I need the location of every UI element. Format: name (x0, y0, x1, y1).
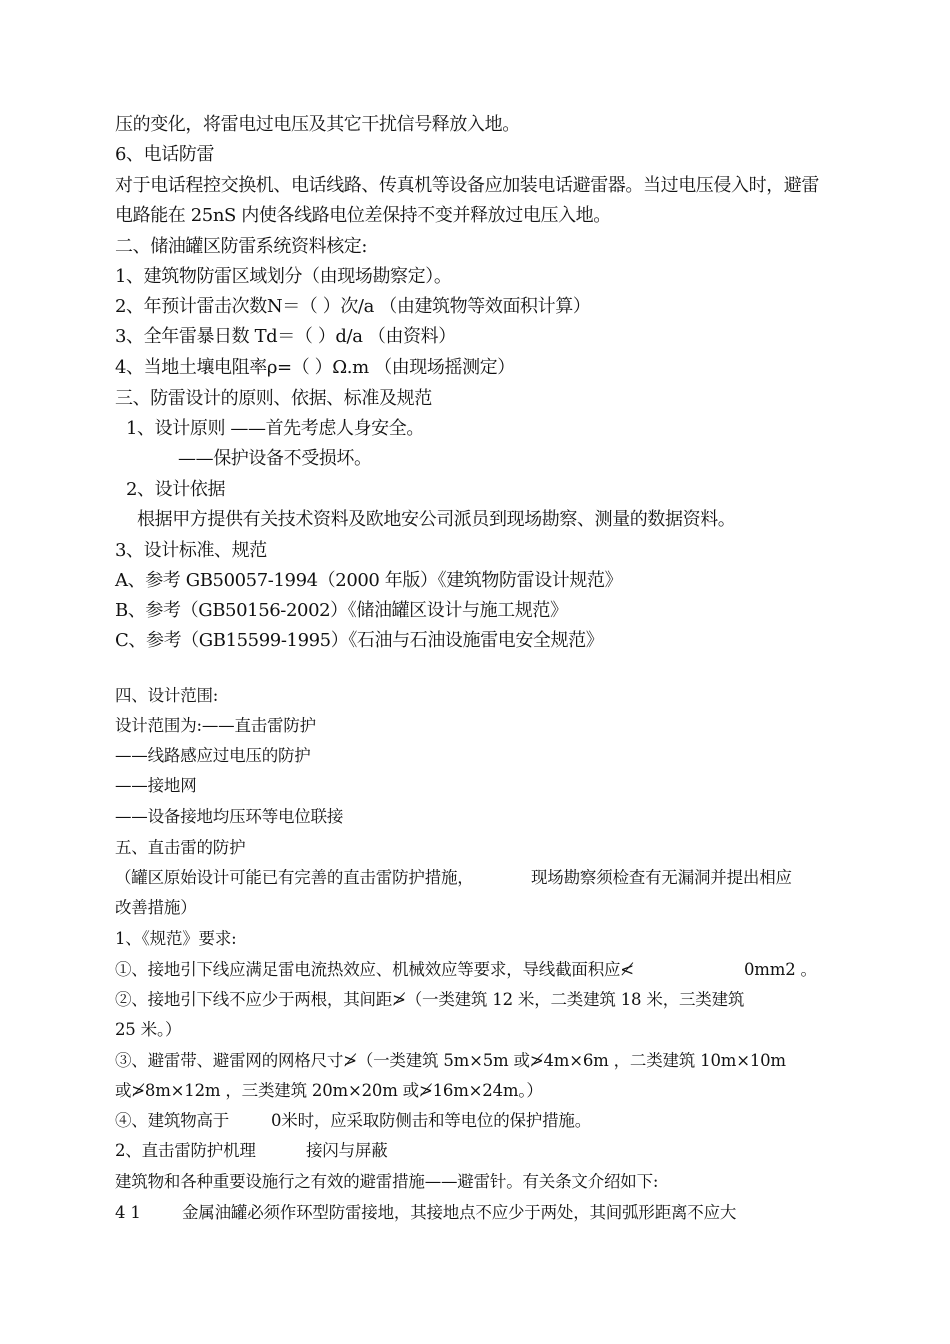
list-item: 1、《规范》要求: (115, 929, 237, 948)
text-line: 改善措施） (115, 898, 197, 917)
text-line: 设计范围为:——直击雷防护 (115, 716, 316, 735)
list-item: 2、设计依据 (126, 479, 226, 500)
list-item: 2、年预计雷击次数N＝（ ）次/a （由建筑物等效面积计算） (115, 296, 591, 317)
text-line: 或≯8m×12m ，三类建筑 20m×20m 或≯16m×24m。） (115, 1081, 543, 1100)
list-item: ——线路感应过电压的防护 (115, 746, 311, 765)
list-item: 2、直击雷防护机理 (115, 1141, 256, 1160)
list-item: 1、设计原则 ——首先考虑人身安全。 (126, 418, 424, 439)
text-line: 根据甲方提供有关技术资料及欧地安公司派员到现场勘察、测量的数据资料。 (137, 509, 736, 530)
text-line: 电路能在 25nS 内使各线路电位差保持不变并释放过电压入地。 (115, 205, 611, 226)
text-line: 建筑物和各种重要设施行之有效的避雷措施——避雷针。有关条文介绍如下: (115, 1172, 659, 1191)
text-line: 0米时，应采取防侧击和等电位的保护措施。 (271, 1111, 591, 1130)
text-line: 金属油罐必须作环型防雷接地，其接地点不应少于两处，其间弧形距离不应大 (182, 1203, 737, 1222)
section-heading: 6、电话防雷 (115, 144, 215, 165)
list-item: 1、建筑物防雷区域划分（由现场勘察定）。 (115, 266, 452, 287)
list-item: C、参考（GB15599-1995）《石油与石油设施雷电安全规范》 (115, 630, 604, 651)
clause-number: 4 1 (115, 1203, 141, 1222)
list-item: B、参考（GB50156-2002）《储油罐区设计与施工规范》 (115, 600, 568, 621)
list-item: 3、全年雷暴日数 Td＝（ ）d/a （由资料） (115, 326, 456, 347)
section-heading: 五、直击雷的防护 (115, 838, 246, 857)
text-line: 压的变化，将雷电过电压及其它干扰信号释放入地。 (115, 114, 520, 135)
list-item: A、参考 GB50057-1994（2000 年版）《建筑物防雷设计规范》 (115, 570, 623, 591)
list-item: ——接地网 (115, 776, 197, 795)
text-line: 对于电话程控交换机、电话线路、传真机等设备应加装电话避雷器。当过电压侵入时，避雷 (115, 175, 819, 196)
list-item: ④、建筑物高于 (115, 1111, 230, 1130)
text-line: （罐区原始设计可能已有完善的直击雷防护措施， (115, 868, 474, 887)
list-item: ——设备接地均压环等电位联接 (115, 807, 344, 826)
text-line: 现场勘察须检查有无漏洞并提出相应 (531, 868, 792, 887)
text-line: 25 米。） (115, 1020, 182, 1039)
list-item: ②、接地引下线不应少于两根，其间距≯（一类建筑 12 米，二类建筑 18 米，三类建筑 (115, 990, 745, 1009)
list-item: ——保护设备不受损坏。 (178, 448, 372, 469)
list-item: 4、当地土壤电阻率ρ=（ ）Ω.m （由现场摇测定） (115, 357, 515, 378)
list-item: 3、设计标准、规范 (115, 540, 267, 561)
section-heading: 三、防雷设计的原则、依据、标准及规范 (115, 388, 432, 409)
text-line: 接闪与屏蔽 (306, 1141, 388, 1160)
list-item: ③、避雷带、避雷网的网格尺寸≯（一类建筑 5m×5m 或≯4m×6m ，二类建筑 10m×10m (115, 1051, 786, 1070)
list-item: ①、接地引下线应满足雷电流热效应、机械效应等要求，导线截面积应≮ (115, 960, 634, 979)
section-heading: 四、设计范围: (115, 686, 219, 705)
section-heading: 二、储油罐区防雷系统资料核定: (115, 236, 368, 257)
text-line: 0mm2 。 (744, 960, 817, 979)
